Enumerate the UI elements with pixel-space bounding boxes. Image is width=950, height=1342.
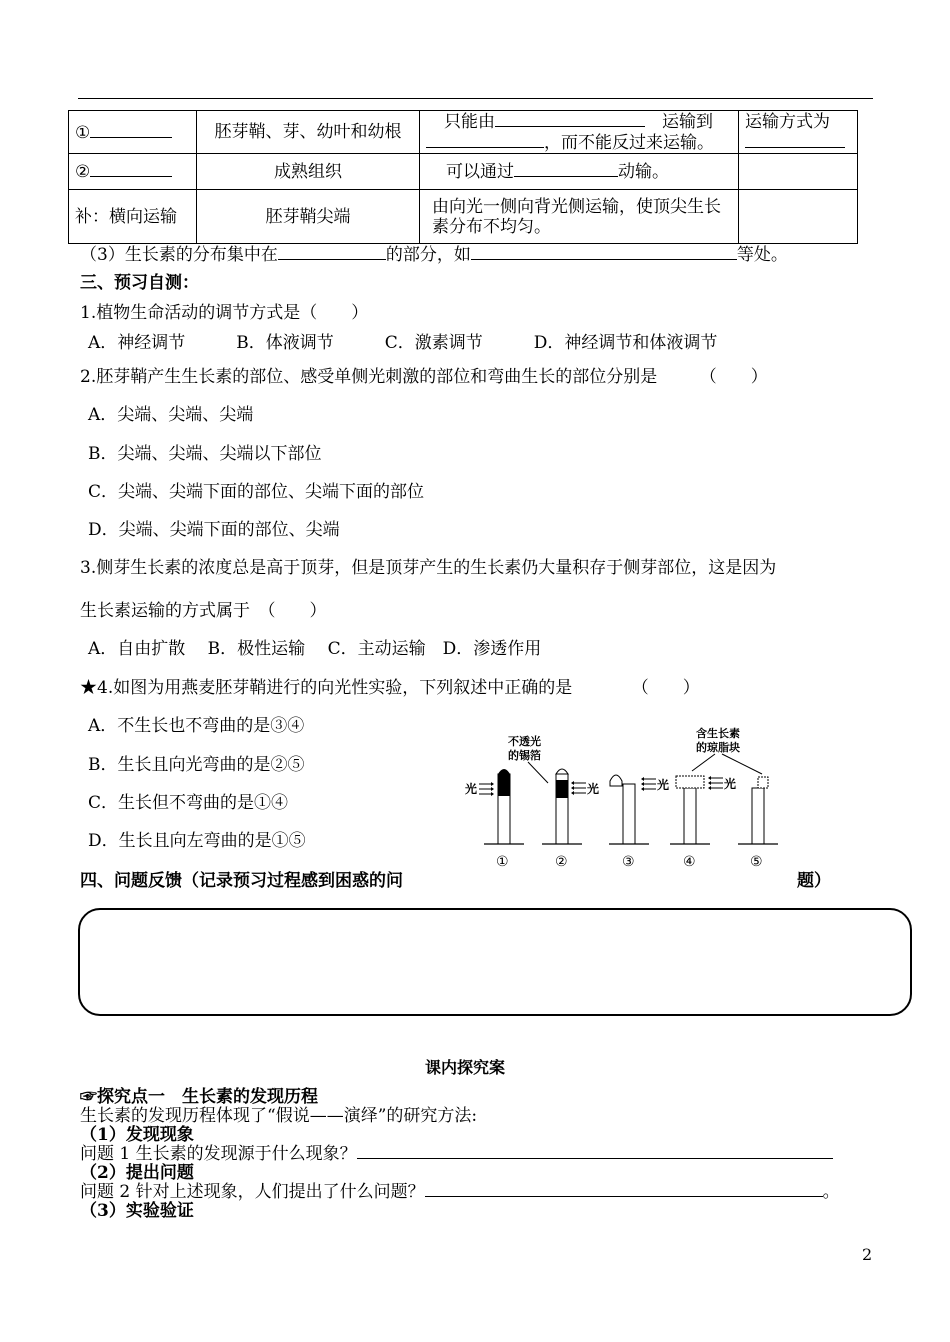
figure-number: ③ (622, 854, 635, 870)
phototropism-figure (460, 726, 790, 876)
table-row (69, 111, 858, 154)
table-cell: 胚芽鞘尖端 (197, 190, 420, 244)
blank (426, 132, 544, 148)
coleoptile-4 (684, 788, 696, 844)
figure-label-foil-2: 的锡箔 (508, 749, 541, 762)
pointer-line (528, 762, 548, 783)
question-2-stem: 2.胚芽鞘产生生长素的部位、感受单侧光刺激的部位和弯曲生长的部位分别是 （ ） (80, 367, 768, 387)
option: C．生长但不弯曲的是①④ (88, 793, 289, 813)
question-line: 问题 2 针对上述现象，人们提出了什么问题？ 。 (80, 1182, 840, 1202)
figure-number: ② (555, 854, 568, 870)
question-3-stem: 3.侧芽生长素的浓度总是高于顶芽，但是顶芽产生的生长素仍大量积存于侧芽部位，这是因为 (80, 558, 777, 578)
subheading: （3）实验验证 (80, 1201, 194, 1221)
section-title: 四、问题反馈（记录预习过程感到困惑的问 (80, 871, 403, 891)
blank (90, 161, 172, 177)
explore-title: ☞探究点一 生长素的发现历程 (80, 1087, 318, 1107)
blank (471, 244, 737, 260)
question-3-stem-cont: 生长素运输的方式属于 （ ） (80, 601, 327, 621)
coleoptile-tip (556, 769, 568, 774)
arrow-icon (479, 784, 493, 794)
figure-number: ④ (683, 854, 696, 870)
arrow-icon (572, 783, 586, 793)
table-row (69, 190, 858, 244)
table-cell: 运输方式为 (739, 111, 858, 154)
foil-cap (498, 769, 510, 796)
table-row (69, 154, 858, 190)
agar-block (758, 777, 768, 788)
answer-blank (357, 1143, 833, 1159)
blank (90, 122, 172, 138)
table-cell: ① (69, 111, 197, 154)
question-line: 问题 1 生长素的发现源于什么现象？ (80, 1143, 833, 1165)
page-number: 2 (862, 1245, 873, 1264)
subheading: （1）发现现象 (80, 1125, 194, 1145)
option: D．生长且向左弯曲的是①⑤ (88, 831, 306, 851)
auxin-transport-table (68, 110, 858, 244)
blank (278, 244, 386, 260)
light-label: 光 (657, 778, 670, 792)
option: D．尖端、尖端下面的部位、尖端 (88, 520, 340, 540)
table-cell: 可以通过 动输。 (420, 154, 739, 190)
figure-number: ① (496, 854, 509, 870)
table-cell: 胚芽鞘、芽、幼叶和幼根 (197, 111, 420, 154)
answer-blank (425, 1181, 823, 1197)
light-label: 光 (587, 782, 600, 796)
blank (745, 132, 845, 148)
distribution-line: （3）生长素的分布集中在 的部分，如 等处。 (80, 245, 788, 265)
option: A．尖端、尖端、尖端 (88, 405, 254, 425)
section-title-end: 题） (797, 871, 831, 891)
subheading: （2）提出问题 (80, 1163, 194, 1183)
arrow-icon (642, 779, 656, 789)
header-rule (78, 98, 873, 99)
arrow-head (491, 782, 494, 796)
light-label: 光 (724, 777, 737, 791)
coleoptile-3 (623, 784, 635, 844)
feedback-box[interactable] (78, 908, 912, 1016)
table-cell (739, 154, 858, 190)
arrow-icon (709, 778, 723, 788)
figure-label-agar-1: 含生长素 (696, 727, 740, 740)
question-3-options: A．自由扩散 B．极性运输 C．主动运输 D．渗透作用 (88, 639, 542, 659)
figure-label-foil-1: 不透光 (508, 735, 541, 748)
table-cell: 补：横向运输 (69, 190, 197, 244)
figure-label-agar-2: 的琼脂块 (696, 741, 740, 754)
table-cell: 成熟组织 (197, 154, 420, 190)
table-cell: ② (69, 154, 197, 190)
question-1-stem: 1.植物生命活动的调节方式是（ ） (80, 303, 369, 323)
explore-intro: 生长素的发现历程体现了“假说——演绎”的研究方法: (80, 1106, 478, 1126)
pointer-line (692, 754, 715, 771)
coleoptile-5 (752, 788, 764, 844)
option: C．尖端、尖端下面的部位、尖端下面的部位 (88, 482, 425, 502)
question-4-stem: ★4.如图为用燕麦胚芽鞘进行的向光性实验，下列叙述中正确的是 （ ） (80, 678, 700, 698)
option: A．不生长也不弯曲的是③④ (88, 716, 305, 736)
foil-band (556, 780, 568, 798)
removed-tip (610, 775, 622, 786)
section-title: 三、预习自测： (80, 273, 199, 293)
table-cell (739, 190, 858, 244)
blank (495, 111, 645, 127)
arrow-head (708, 776, 711, 790)
pointer-line (722, 754, 762, 774)
section-heading: 课内探究案 (425, 1058, 506, 1077)
question-1-options: A．神经调节 B．体液调节 C．激素调节 D．神经调节和体液调节 (88, 333, 718, 353)
arrow-head (641, 777, 644, 791)
agar-block (676, 776, 704, 788)
arrow-head (571, 781, 574, 795)
table-cell: 由向光一侧向背光侧运输，使顶尖生长素分布不均匀。 (420, 190, 739, 244)
blank (514, 161, 618, 177)
figure-number: ⑤ (750, 854, 763, 870)
light-label: 光 (465, 782, 478, 796)
table-cell: 只能由 运输到 ，而不能反过来运输。 (420, 111, 739, 154)
option: B．尖端、尖端、尖端以下部位 (88, 444, 322, 464)
option: B．生长且向光弯曲的是②⑤ (88, 755, 305, 775)
